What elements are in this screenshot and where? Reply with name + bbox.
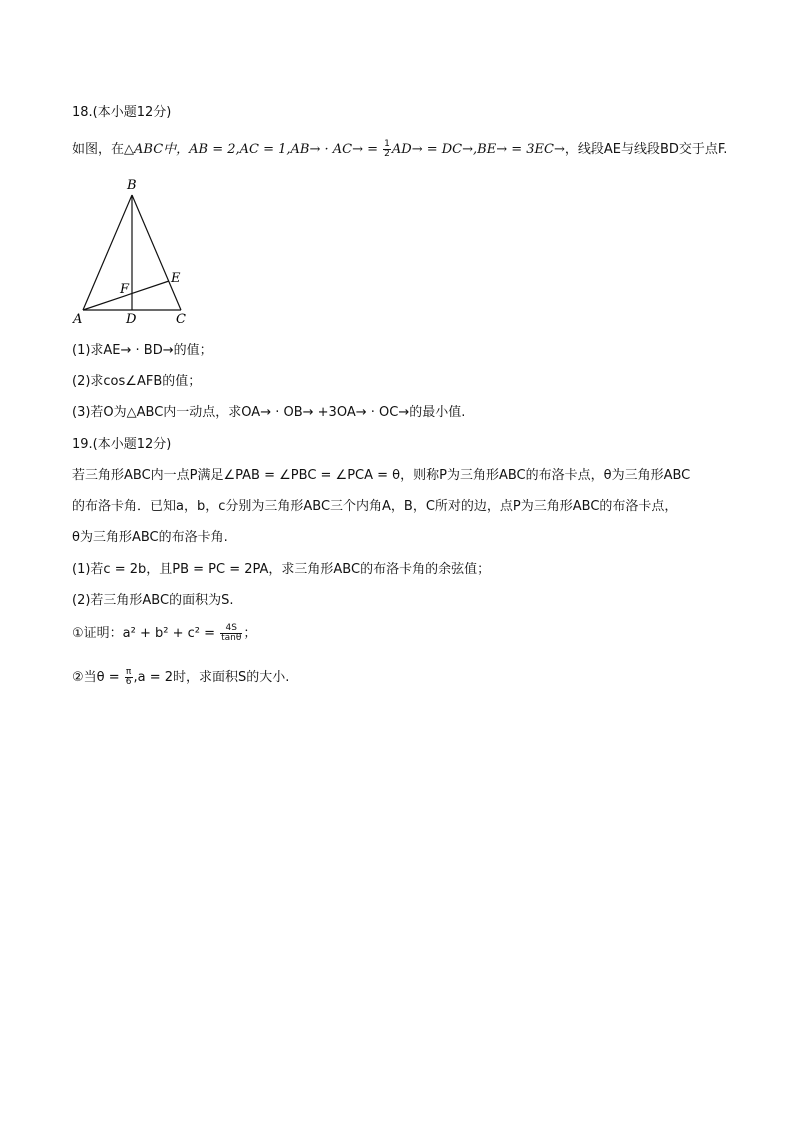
q19-part2b-suffix: ,a = 2时，求面积S的大小. bbox=[133, 670, 290, 685]
q19-header: 19.(本小题12分) bbox=[72, 437, 172, 452]
label-d: D bbox=[126, 312, 137, 327]
side-bc bbox=[132, 195, 181, 310]
q19-part2a-prefix: ①证明：a² + b² + c² = bbox=[72, 626, 220, 641]
q19-part2b-num: π bbox=[125, 667, 132, 677]
q18-stem-math2: AD→ = DC→,BE→ = 3EC→ bbox=[391, 142, 565, 157]
q18-header: 18.(本小题12分) bbox=[72, 105, 172, 120]
q18-frac-num: 1 bbox=[384, 139, 390, 149]
q19-part2b bbox=[72, 668, 289, 687]
label-e: E bbox=[171, 271, 181, 286]
label-a: A bbox=[73, 312, 83, 327]
q18-stem bbox=[72, 140, 727, 159]
q19-line1: 若三角形ABC内一点P满足∠PAB = ∠PBC = ∠PCA = θ，则称P为三角形ABC的布洛卡点，θ为三角形ABC bbox=[72, 468, 691, 483]
q19-part1: (1)若c = 2b，且PB = PC = 2PA，求三角形ABC的布洛卡角的余弦值； bbox=[72, 562, 491, 577]
q19-part2b-fraction bbox=[125, 668, 133, 687]
triangle-figure bbox=[70, 174, 200, 330]
q18-stem-prefix: 如图，在 bbox=[72, 142, 125, 157]
q18-stem-suffix: ，线段AE与线段BD交于点F. bbox=[564, 142, 728, 157]
q18-fraction bbox=[383, 140, 391, 159]
q19-part2a-num: 4S bbox=[220, 624, 242, 634]
q18-part2: (2)求cos∠AFB的值； bbox=[72, 374, 202, 389]
q19-line3: θ为三角形ABC的布洛卡角. bbox=[72, 530, 228, 545]
q18-frac-den: 2 bbox=[384, 149, 390, 159]
q18-part1: (1)求AE→ · BD→的值； bbox=[72, 343, 213, 358]
q18-part3: (3)若O为△ABC内一动点，求OA→ · OB→ +3OA→ · OC→的最小值. bbox=[72, 405, 466, 420]
q19-part2b-prefix: ②当θ = bbox=[72, 670, 124, 685]
q19-part2a-fraction bbox=[220, 624, 242, 643]
label-f: F bbox=[120, 282, 130, 297]
q18-stem-math: △ABC中，AB = 2,AC = 1,AB→ · AC→ = bbox=[124, 142, 383, 157]
q19-part2b-den: 6 bbox=[125, 677, 132, 687]
q19-part2a-den: tanθ bbox=[221, 633, 242, 643]
q19-part2: (2)若三角形ABC的面积为S. bbox=[72, 593, 234, 608]
q19-part2a bbox=[72, 624, 256, 643]
q19-line2: 的布洛卡角．已知a，b，c分别为三角形ABC三个内角A，B，C所对的边，点P为三角形ABC的布洛卡点， bbox=[72, 499, 678, 514]
label-b: B bbox=[127, 178, 137, 193]
label-c: C bbox=[176, 312, 186, 327]
q19-part2a-suffix: ； bbox=[243, 626, 257, 641]
